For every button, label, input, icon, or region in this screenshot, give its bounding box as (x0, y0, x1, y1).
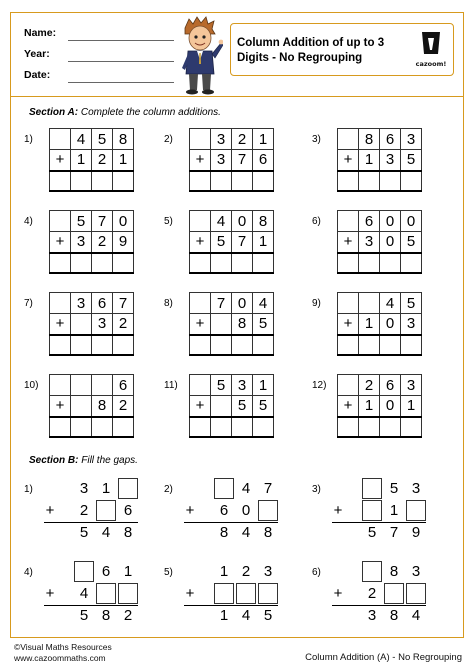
plus-sign: + (333, 502, 343, 519)
digit-cell: 8 (92, 396, 113, 417)
gap-box[interactable] (258, 500, 278, 521)
digit-cell: 1 (253, 375, 274, 396)
question-number: 8) (164, 298, 173, 309)
footer-copyright: ©Visual Maths Resources (14, 642, 112, 652)
question-number: 1) (24, 484, 33, 495)
section-a-title: Section A: Complete the column additions. (29, 107, 221, 118)
answer-cell[interactable] (380, 417, 401, 437)
question-number: 3) (312, 134, 321, 145)
digit-cell (92, 375, 113, 396)
answer-cell[interactable] (338, 335, 359, 355)
digit-cell: 0 (380, 211, 401, 232)
plus-sign: + (333, 585, 343, 602)
digit-cell: 2 (232, 129, 253, 150)
gap-box[interactable] (74, 561, 94, 582)
digit-cell: 8 (232, 314, 253, 335)
digit-cell: 8 (359, 129, 380, 150)
answer-cell[interactable] (401, 253, 422, 273)
gap-box[interactable] (118, 478, 138, 499)
digit-cell: 6 (92, 293, 113, 314)
plus-sign: + (190, 396, 211, 417)
digit-cell: 5 (253, 314, 274, 335)
digit: 2 (79, 502, 89, 519)
answer-cell[interactable] (92, 171, 113, 191)
digit-cell: 1 (71, 150, 92, 171)
plus-sign: + (50, 314, 71, 335)
digit-cell: 5 (211, 232, 232, 253)
digit-cell: 5 (253, 396, 274, 417)
digit-cell: 4 (71, 129, 92, 150)
digit-cell: 0 (232, 293, 253, 314)
digit-cell: 6 (113, 375, 134, 396)
plus-sign: + (338, 396, 359, 417)
gap-box[interactable] (258, 583, 278, 604)
digit-cell: 4 (211, 211, 232, 232)
addition-grid (189, 374, 274, 438)
year-label: Year: (24, 48, 50, 60)
digit: 1 (389, 502, 399, 519)
digit-cell: 3 (211, 129, 232, 150)
answer-digit: 4 (241, 524, 251, 541)
digit-cell: 7 (232, 232, 253, 253)
answer-digit: 4 (101, 524, 111, 541)
digit: 8 (389, 563, 399, 580)
answer-digit: 9 (411, 524, 421, 541)
answer-cell[interactable] (50, 417, 71, 437)
digit-cell (71, 314, 92, 335)
digit-cell: 5 (71, 211, 92, 232)
addition-grid (49, 374, 134, 438)
plus-sign: + (338, 150, 359, 171)
answer-cell[interactable] (113, 171, 134, 191)
digit-cell: 1 (359, 150, 380, 171)
answer-cell[interactable] (253, 335, 274, 355)
answer-cell[interactable] (401, 171, 422, 191)
digit-cell: 7 (92, 211, 113, 232)
digit-cell: 4 (380, 293, 401, 314)
digit-cell: 9 (113, 232, 134, 253)
digit: 6 (219, 502, 229, 519)
digit-cell: 5 (401, 150, 422, 171)
plus-sign: + (190, 150, 211, 171)
gap-box[interactable] (236, 583, 256, 604)
digit-cell: 2 (92, 232, 113, 253)
answer-cell[interactable] (401, 417, 422, 437)
digit-cell: 0 (232, 211, 253, 232)
footer-website[interactable]: www.cazoommaths.com (14, 653, 106, 663)
plus-sign: + (190, 314, 211, 335)
digit-cell: 3 (211, 150, 232, 171)
empty-cell (50, 211, 71, 232)
question-number: 6) (312, 216, 321, 227)
digit-cell: 3 (401, 129, 422, 150)
answer-cell[interactable] (253, 417, 274, 437)
answer-cell[interactable] (211, 417, 232, 437)
digit-cell: 5 (401, 232, 422, 253)
worksheet-title: Column Addition of up to 3 Digits - No Regrouping (237, 37, 385, 64)
addition-grid (189, 210, 274, 274)
digit-cell: 2 (113, 314, 134, 335)
digit-cell: 5 (211, 375, 232, 396)
empty-cell (338, 211, 359, 232)
question-number: 11) (164, 380, 178, 391)
answer-cell[interactable] (92, 417, 113, 437)
plus-sign: + (50, 150, 71, 171)
sum-line (332, 605, 426, 606)
sum-line (332, 522, 426, 523)
empty-cell (50, 375, 71, 396)
question-number: 3) (312, 484, 321, 495)
gap-box[interactable] (118, 583, 138, 604)
digit-cell: 3 (359, 232, 380, 253)
digit: 3 (79, 480, 89, 497)
plus-sign: + (190, 232, 211, 253)
answer-digit: 4 (411, 607, 421, 624)
answer-digit: 5 (263, 607, 273, 624)
gap-box[interactable] (362, 500, 382, 521)
digit-cell: 3 (401, 314, 422, 335)
gap-box[interactable] (384, 583, 404, 604)
answer-digit: 4 (241, 607, 251, 624)
answer-cell[interactable] (338, 171, 359, 191)
digit-cell: 5 (92, 129, 113, 150)
digit-cell: 1 (401, 396, 422, 417)
digit-cell: 6 (253, 150, 274, 171)
plus-sign: + (45, 585, 55, 602)
question-number: 2) (164, 134, 173, 145)
gap-box[interactable] (362, 561, 382, 582)
gap-box[interactable] (362, 478, 382, 499)
answer-cell[interactable] (92, 253, 113, 273)
footer-sheet-title: Column Addition (A) - No Regrouping (305, 652, 462, 663)
logo-text: cazoom! (415, 60, 447, 68)
gap-box[interactable] (406, 500, 426, 521)
digit-cell: 0 (380, 396, 401, 417)
empty-cell (190, 211, 211, 232)
answer-digit: 8 (263, 524, 273, 541)
answer-cell[interactable] (232, 335, 253, 355)
answer-cell[interactable] (253, 171, 274, 191)
answer-cell[interactable] (232, 253, 253, 273)
year-line[interactable] (68, 61, 174, 62)
digit-cell (71, 375, 92, 396)
plus-sign: + (50, 396, 71, 417)
digit: 1 (219, 563, 229, 580)
digit-cell: 7 (232, 150, 253, 171)
answer-cell[interactable] (71, 171, 92, 191)
addition-grid (49, 128, 134, 192)
digit: 0 (241, 502, 251, 519)
digit-cell: 7 (211, 293, 232, 314)
question-number: 12) (312, 380, 327, 391)
answer-cell[interactable] (190, 417, 211, 437)
digit: 2 (367, 585, 377, 602)
addition-grid (337, 374, 422, 438)
answer-cell[interactable] (50, 253, 71, 273)
name-label: Name: (24, 27, 57, 39)
addition-grid (49, 292, 134, 356)
digit-cell: 1 (359, 314, 380, 335)
answer-digit: 8 (219, 524, 229, 541)
question-number: 9) (312, 298, 321, 309)
digit: 6 (101, 563, 111, 580)
addition-grid (189, 128, 274, 192)
empty-cell (338, 129, 359, 150)
sum-line (184, 522, 278, 523)
answer-cell[interactable] (338, 417, 359, 437)
gap-box[interactable] (96, 583, 116, 604)
digit: 7 (263, 480, 273, 497)
digit-cell (211, 396, 232, 417)
sum-line (44, 605, 138, 606)
plus-sign: + (338, 314, 359, 335)
empty-cell (338, 375, 359, 396)
gap-box[interactable] (406, 583, 426, 604)
digit: 5 (389, 480, 399, 497)
digit-cell: 1 (359, 396, 380, 417)
answer-cell[interactable] (211, 335, 232, 355)
answer-digit: 7 (389, 524, 399, 541)
header-divider (10, 96, 464, 97)
answer-cell[interactable] (359, 171, 380, 191)
digit-cell: 2 (359, 375, 380, 396)
digit-cell: 2 (113, 396, 134, 417)
sum-line (44, 522, 138, 523)
digit: 1 (123, 563, 133, 580)
question-number: 4) (24, 216, 33, 227)
digit: 4 (79, 585, 89, 602)
digit-cell: 1 (113, 150, 134, 171)
digit-cell (359, 293, 380, 314)
answer-cell[interactable] (211, 171, 232, 191)
answer-digit: 1 (219, 607, 229, 624)
answer-cell[interactable] (71, 417, 92, 437)
answer-cell[interactable] (71, 335, 92, 355)
cartoon-boy-illustration (177, 16, 223, 96)
gap-box[interactable] (214, 478, 234, 499)
digit-cell: 7 (113, 293, 134, 314)
question-number: 5) (164, 567, 173, 578)
digit-cell: 3 (380, 150, 401, 171)
question-number: 7) (24, 298, 33, 309)
empty-cell (190, 129, 211, 150)
answer-cell[interactable] (253, 253, 274, 273)
plus-sign: + (50, 232, 71, 253)
answer-digit: 5 (79, 607, 89, 624)
question-number: 1) (24, 134, 33, 145)
digit-cell: 3 (71, 293, 92, 314)
addition-grid (337, 128, 422, 192)
digit-cell: 3 (92, 314, 113, 335)
plus-sign: + (45, 502, 55, 519)
digit-cell: 3 (401, 375, 422, 396)
gap-box[interactable] (214, 583, 234, 604)
answer-cell[interactable] (113, 335, 134, 355)
date-label: Date: (24, 69, 51, 81)
answer-cell[interactable] (113, 417, 134, 437)
answer-cell[interactable] (380, 335, 401, 355)
answer-digit: 8 (389, 607, 399, 624)
plus-sign: + (185, 502, 195, 519)
digit: 1 (101, 480, 111, 497)
digit: 3 (411, 480, 421, 497)
date-line[interactable] (68, 82, 174, 83)
answer-digit: 2 (123, 607, 133, 624)
answer-cell[interactable] (113, 253, 134, 273)
digit-cell: 5 (232, 396, 253, 417)
answer-cell[interactable] (359, 417, 380, 437)
answer-cell[interactable] (50, 335, 71, 355)
digit-cell: 4 (253, 293, 274, 314)
answer-cell[interactable] (71, 253, 92, 273)
addition-grid (189, 292, 274, 356)
answer-cell[interactable] (380, 253, 401, 273)
addition-grid (49, 210, 134, 274)
cazoom-logo-icon (413, 30, 449, 70)
digit-cell: 0 (401, 211, 422, 232)
answer-cell[interactable] (190, 335, 211, 355)
title-box (230, 23, 454, 76)
answer-digit: 5 (79, 524, 89, 541)
name-line[interactable] (68, 40, 174, 41)
empty-cell (50, 293, 71, 314)
digit-cell: 0 (113, 211, 134, 232)
digit-cell: 1 (253, 129, 274, 150)
digit: 2 (241, 563, 251, 580)
answer-cell[interactable] (359, 253, 380, 273)
question-number: 5) (164, 216, 173, 227)
digit-cell: 2 (92, 150, 113, 171)
empty-cell (190, 375, 211, 396)
answer-digit: 8 (123, 524, 133, 541)
digit-cell: 5 (401, 293, 422, 314)
question-number: 2) (164, 484, 173, 495)
answer-cell[interactable] (92, 335, 113, 355)
answer-cell[interactable] (380, 171, 401, 191)
answer-cell[interactable] (190, 171, 211, 191)
answer-cell[interactable] (232, 417, 253, 437)
answer-cell[interactable] (50, 171, 71, 191)
answer-digit: 3 (367, 607, 377, 624)
empty-cell (50, 129, 71, 150)
digit-cell: 8 (253, 211, 274, 232)
answer-cell[interactable] (211, 253, 232, 273)
digit-cell (211, 314, 232, 335)
question-number: 4) (24, 567, 33, 578)
question-number: 10) (24, 380, 39, 391)
digit-cell: 0 (380, 314, 401, 335)
answer-cell[interactable] (190, 253, 211, 273)
digit-cell: 6 (380, 375, 401, 396)
sum-line (184, 605, 278, 606)
addition-grid (337, 210, 422, 274)
addition-grid (337, 292, 422, 356)
answer-cell[interactable] (401, 335, 422, 355)
empty-cell (190, 293, 211, 314)
digit: 3 (263, 563, 273, 580)
gap-box[interactable] (96, 500, 116, 521)
digit-cell: 8 (113, 129, 134, 150)
digit: 6 (123, 502, 133, 519)
answer-digit: 8 (101, 607, 111, 624)
digit-cell: 6 (380, 129, 401, 150)
plus-sign: + (185, 585, 195, 602)
digit-cell: 0 (380, 232, 401, 253)
digit-cell (71, 396, 92, 417)
digit: 4 (241, 480, 251, 497)
answer-digit: 5 (367, 524, 377, 541)
digit-cell: 6 (359, 211, 380, 232)
section-b-title: Section B: Fill the gaps. (29, 455, 138, 466)
digit-cell: 1 (253, 232, 274, 253)
answer-cell[interactable] (338, 253, 359, 273)
answer-cell[interactable] (359, 335, 380, 355)
plus-sign: + (338, 232, 359, 253)
digit-cell: 3 (232, 375, 253, 396)
question-number: 6) (312, 567, 321, 578)
answer-cell[interactable] (232, 171, 253, 191)
digit: 3 (411, 563, 421, 580)
empty-cell (338, 293, 359, 314)
digit-cell: 3 (71, 232, 92, 253)
